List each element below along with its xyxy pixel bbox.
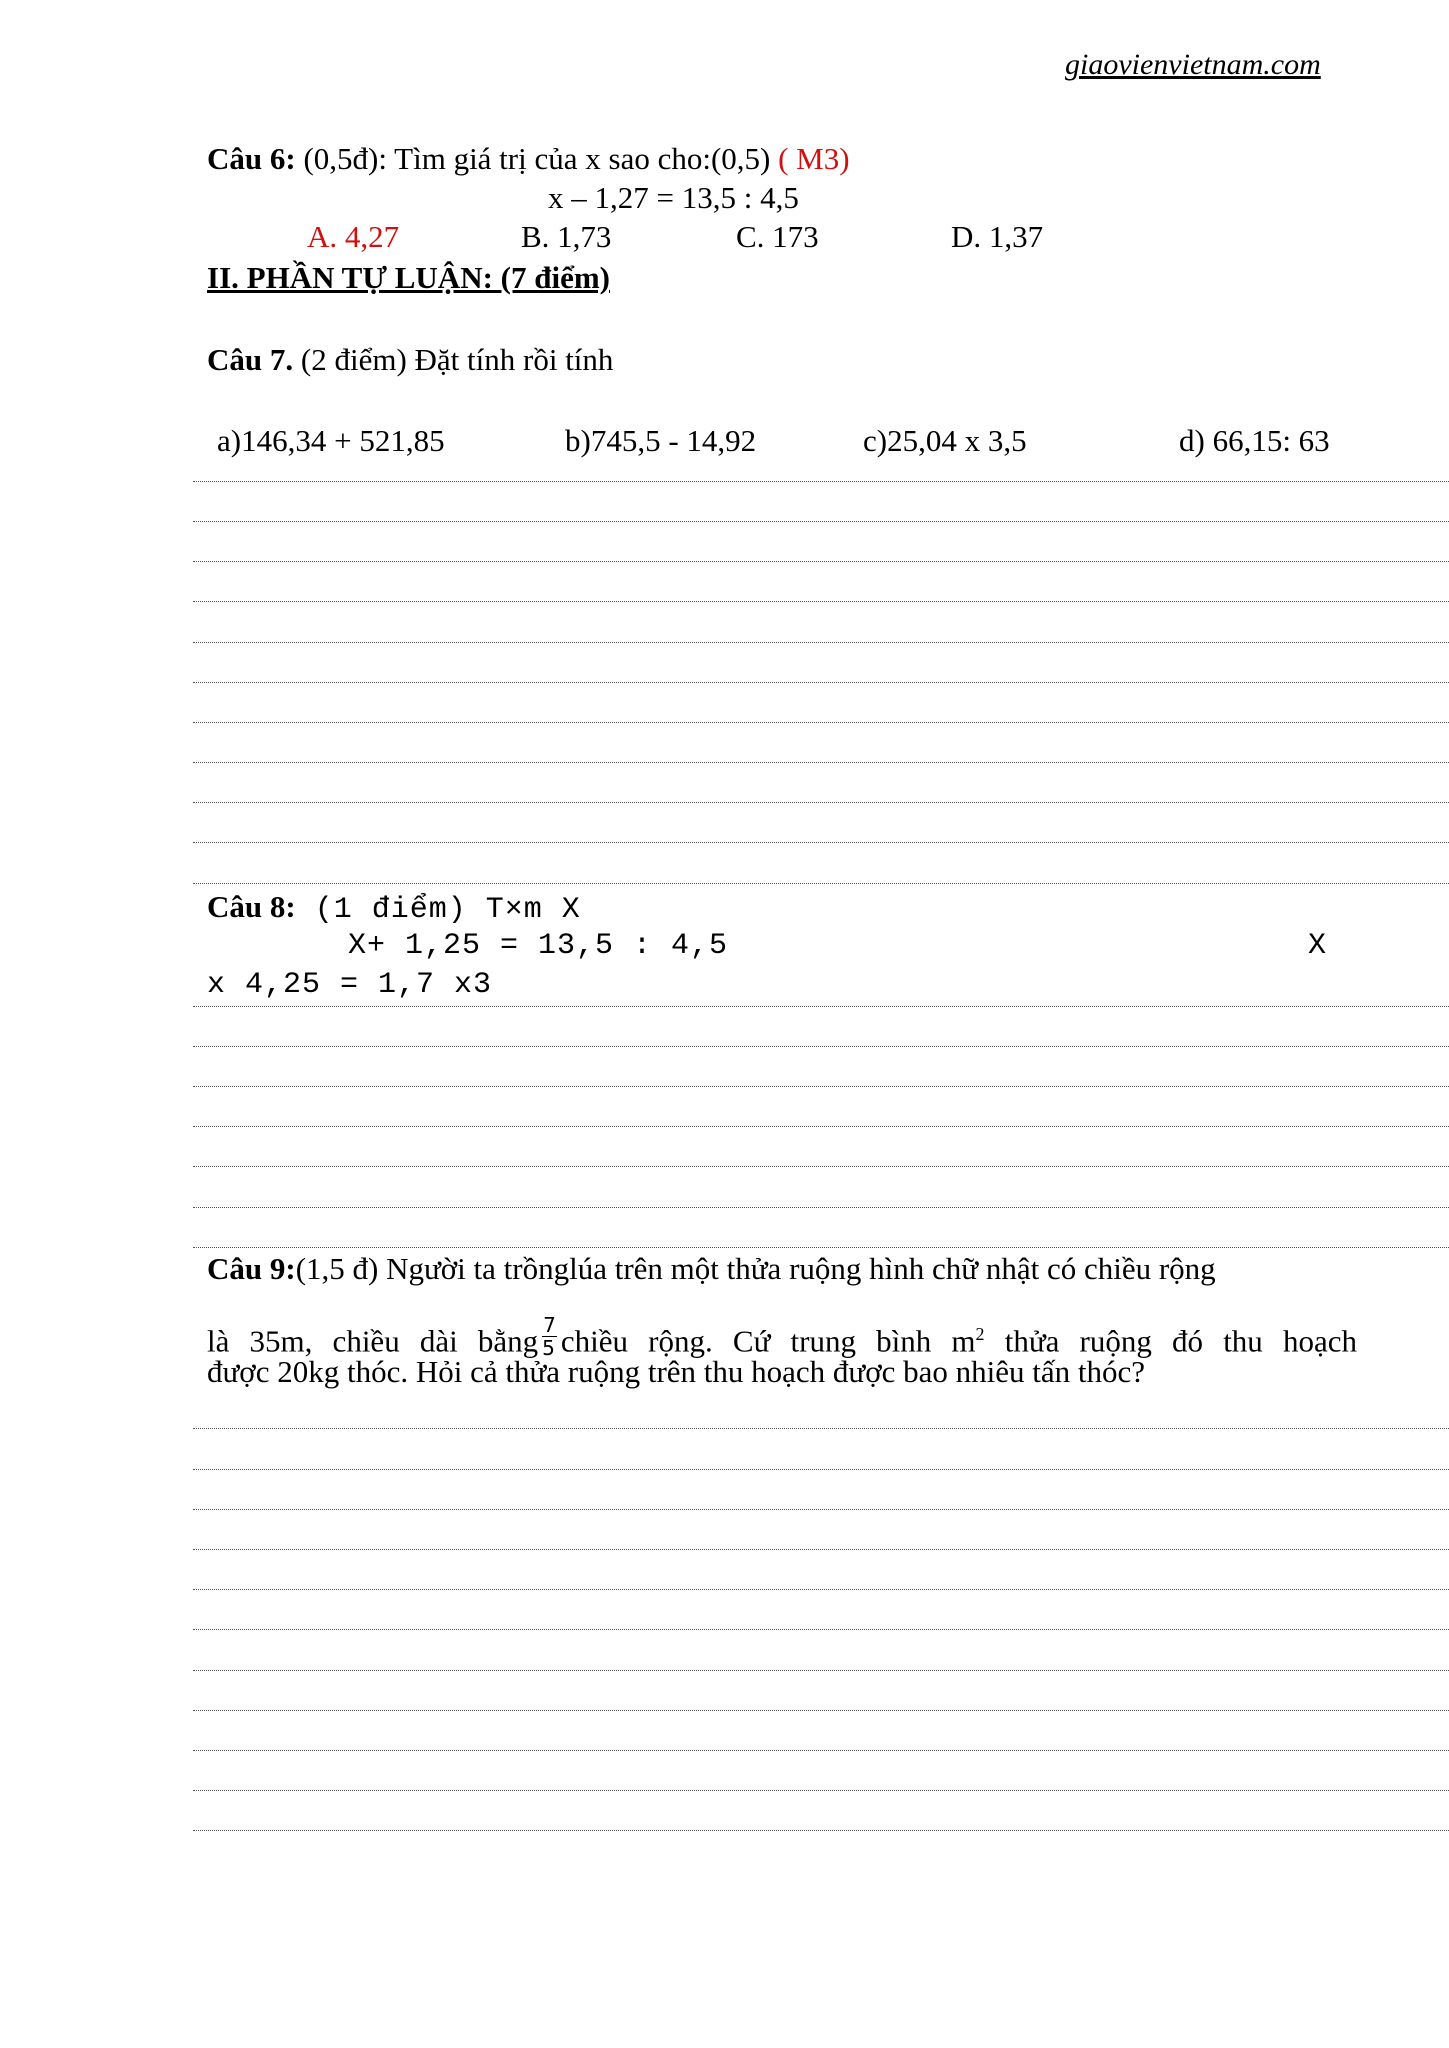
answer-line — [193, 481, 1449, 482]
site-url: giaovienvietnam.com — [1065, 48, 1321, 81]
question-8 — [207, 888, 581, 929]
q7-text: (2 điểm) Đặt tính rồi tính — [293, 342, 614, 377]
answer-line — [193, 1247, 1449, 1248]
q6-option-b: B. 1,73 — [521, 219, 612, 254]
section-title-text: II. PHẦN TỰ LUẬN: (7 điểm) — [207, 260, 610, 295]
answer-line — [193, 1670, 1449, 1671]
fraction-denominator: 5 — [542, 1335, 555, 1360]
answer-line — [193, 1710, 1449, 1711]
section-title — [207, 259, 610, 297]
q6-text: (0,5đ): Tìm giá trị của x sao cho:(0,5) — [295, 141, 779, 176]
q8-equation-2-start: X — [1308, 929, 1328, 963]
answer-line — [193, 1086, 1449, 1087]
answer-line — [193, 722, 1449, 723]
question-7 — [207, 341, 613, 379]
answer-line — [193, 883, 1449, 884]
answer-line — [193, 1830, 1449, 1831]
q6-equation: x – 1,27 = 13,5 : 4,5 — [548, 180, 799, 215]
q9-label: Câu 9: — [207, 1251, 296, 1286]
answer-line — [193, 1589, 1449, 1590]
q6-label: Câu 6: — [207, 141, 296, 176]
answer-line — [193, 1549, 1449, 1550]
q7-label: Câu 7. — [207, 342, 294, 377]
answer-line — [193, 1046, 1449, 1047]
q9-line-3: được 20kg thóc. Hỏi cả thửa ruộng trên thu hoạch được bao nhiêu tấn thóc? — [207, 1354, 1146, 1389]
answer-line — [193, 1207, 1449, 1208]
answer-line — [193, 1629, 1449, 1630]
q9-line-1: (1,5 đ) Người ta trồnglúa trên một thửa ruộng hình chữ nhật có chiều rộng — [295, 1251, 1216, 1286]
question-6 — [207, 140, 850, 178]
q9-superscript: 2 — [975, 1324, 985, 1344]
answer-line — [193, 1166, 1449, 1167]
answer-line — [193, 1428, 1449, 1429]
q6-option-c: C. 173 — [736, 219, 819, 254]
q6-option-a: A. 4,27 — [307, 219, 400, 254]
q6-level: ( M3) — [778, 141, 850, 176]
question-9-line-1 — [207, 1250, 1216, 1288]
answer-line — [193, 1006, 1449, 1007]
q6-option-d: D. 1,37 — [951, 219, 1044, 254]
q7-item-c: c)25,04 x 3,5 — [863, 423, 1027, 458]
answer-line — [193, 1469, 1449, 1470]
fraction — [542, 1314, 557, 1359]
answer-line — [193, 521, 1449, 522]
fraction-numerator: 7 — [543, 1312, 556, 1337]
site-header — [1065, 46, 1321, 84]
answer-line — [193, 642, 1449, 643]
answer-line — [193, 762, 1449, 763]
answer-line — [193, 682, 1449, 683]
q8-equation-2-end: x 4,25 = 1,7 x3 — [207, 968, 493, 1002]
q9-line-2-end: thửa ruộng đó thu hoạch — [984, 1323, 1357, 1359]
q9-line-2-after: chiều rộng. Cứ trung bình m — [560, 1323, 976, 1359]
q7-item-b: b)745,5 - 14,92 — [565, 423, 757, 458]
answer-line — [193, 1126, 1449, 1127]
q7-item-a: a)146,34 + 521,85 — [217, 423, 445, 458]
answer-line — [193, 1790, 1449, 1791]
q8-equation-1: X+ 1,25 = 13,5 : 4,5 — [348, 929, 729, 963]
answer-line — [193, 601, 1449, 602]
q9-line-2-before: là 35m, chiều dài bằng — [207, 1323, 539, 1359]
q8-text: (1 điểm) T×m X — [295, 893, 581, 927]
answer-line — [193, 802, 1449, 803]
answer-line — [193, 842, 1449, 843]
answer-line — [193, 1750, 1449, 1751]
q8-label: Câu 8: — [207, 889, 296, 924]
answer-line — [193, 561, 1449, 562]
q7-item-d: d) 66,15: 63 — [1179, 423, 1330, 458]
answer-line — [193, 1509, 1449, 1510]
